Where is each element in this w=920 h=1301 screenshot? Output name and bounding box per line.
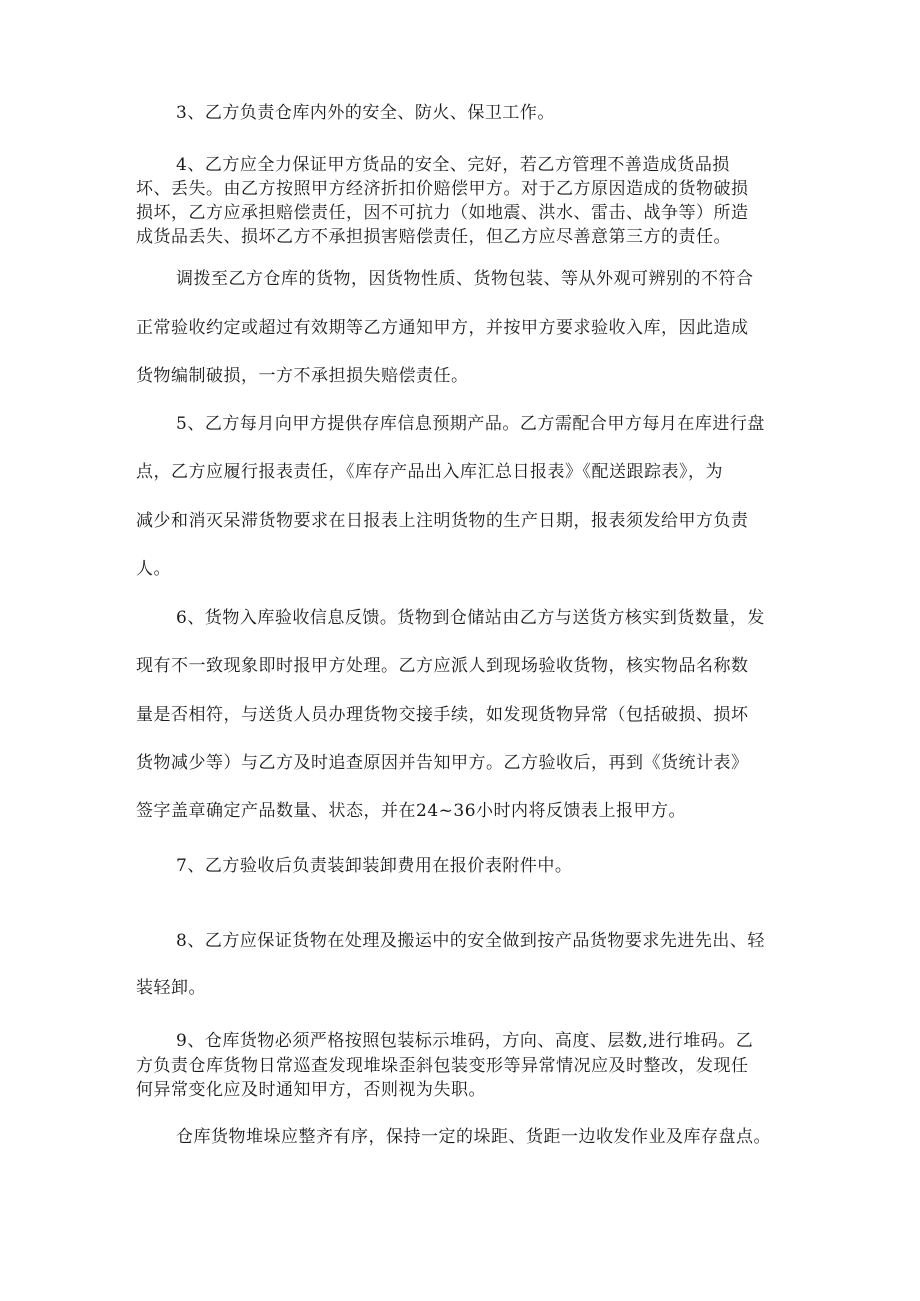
- paragraph-transfer-line-3: 货物编制破损，一方不承担损失赔偿责任。: [136, 366, 469, 386]
- paragraph-3-line-1: 3、乙方负责仓库内外的安全、防火、保卫工作。: [176, 103, 555, 123]
- paragraph-9-line-3: 何异常变化应及时通知甲方，否则视为失职。: [136, 1080, 486, 1100]
- paragraph-stacking-line-1: 仓库货物堆垛应整齐有序，保持一定的垛距、货距一边收发作业及库存盘点。: [176, 1127, 771, 1147]
- paragraph-6-line-1: 6、货物入库验收信息反馈。货物到仓储站由乙方与送货方核实到货数量，发: [176, 608, 765, 628]
- paragraph-8-line-2: 装轻卸。: [136, 978, 206, 998]
- paragraph-4-line-1: 4、乙方应全力保证甲方货品的安全、完好，若乙方管理不善造成货品损: [176, 155, 730, 175]
- paragraph-4-line-4: 成货品丢失、损坏乙方不承担损害赔偿责任，但乙方应尽善意第三方的责任。: [136, 227, 731, 247]
- paragraph-7-line-1: 7、乙方验收后负责装卸装卸费用在报价表附件中。: [176, 856, 573, 876]
- paragraph-8-line-1: 8、乙方应保证货物在处理及搬运中的安全做到按产品货物要求先进先出、轻: [176, 931, 765, 951]
- paragraph-transfer-line-1: 调拨至乙方仓库的货物，因货物性质、货物包装、等从外观可辨别的不符合: [176, 269, 754, 289]
- paragraph-6-line-4: 货物减少等）与乙方及时追查原因并告知甲方。乙方验收后，再到《货统计表》: [136, 753, 749, 773]
- paragraph-5-line-4: 人。: [136, 559, 171, 579]
- paragraph-4-line-2: 坏、丢失。由乙方按照甲方经济折扣价赔偿甲方。对于乙方原因造成的货物破损: [136, 179, 749, 199]
- paragraph-5-line-2: 点，乙方应履行报表责任，《库存产品出入库汇总日报表》《配送跟踪表》，为: [136, 462, 723, 482]
- paragraph-5-line-1: 5、乙方每月向甲方提供存库信息预期产品。乙方需配合甲方每月在库进行盘: [176, 414, 765, 434]
- paragraph-9-line-2: 方负责仓库货物日常巡查发现堆垛歪斜包装变形等异常情况应及时整改，发现任: [136, 1056, 749, 1076]
- paragraph-9-line-1: 9、仓库货物必须严格按照包装标示堆码，方向、高度、层数,进行堆码。乙: [176, 1031, 754, 1051]
- paragraph-6-line-3: 量是否相符，与送货人员办理货物交接手续，如发现货物异常（包括破损、损坏: [136, 705, 749, 725]
- paragraph-transfer-line-2: 正常验收约定或超过有效期等乙方通知甲方，并按甲方要求验收入库，因此造成: [136, 318, 749, 338]
- paragraph-6-line-2: 现有不一致现象即时报甲方处理。乙方应派人到现场验收货物，核实物品名称数: [136, 656, 749, 676]
- paragraph-4-line-3: 损坏，乙方应承担赔偿责任，因不可抗力（如地震、洪水、雷击、战争等）所造: [136, 203, 749, 223]
- paragraph-5-line-3: 减少和消灭呆滞货物要求在日报表上注明货物的生产日期，报表须发给甲方负责: [136, 511, 749, 531]
- paragraph-6-line-5: 签字盖章确定产品数量、状态，并在24~36小时内将反馈表上报甲方。: [136, 801, 687, 821]
